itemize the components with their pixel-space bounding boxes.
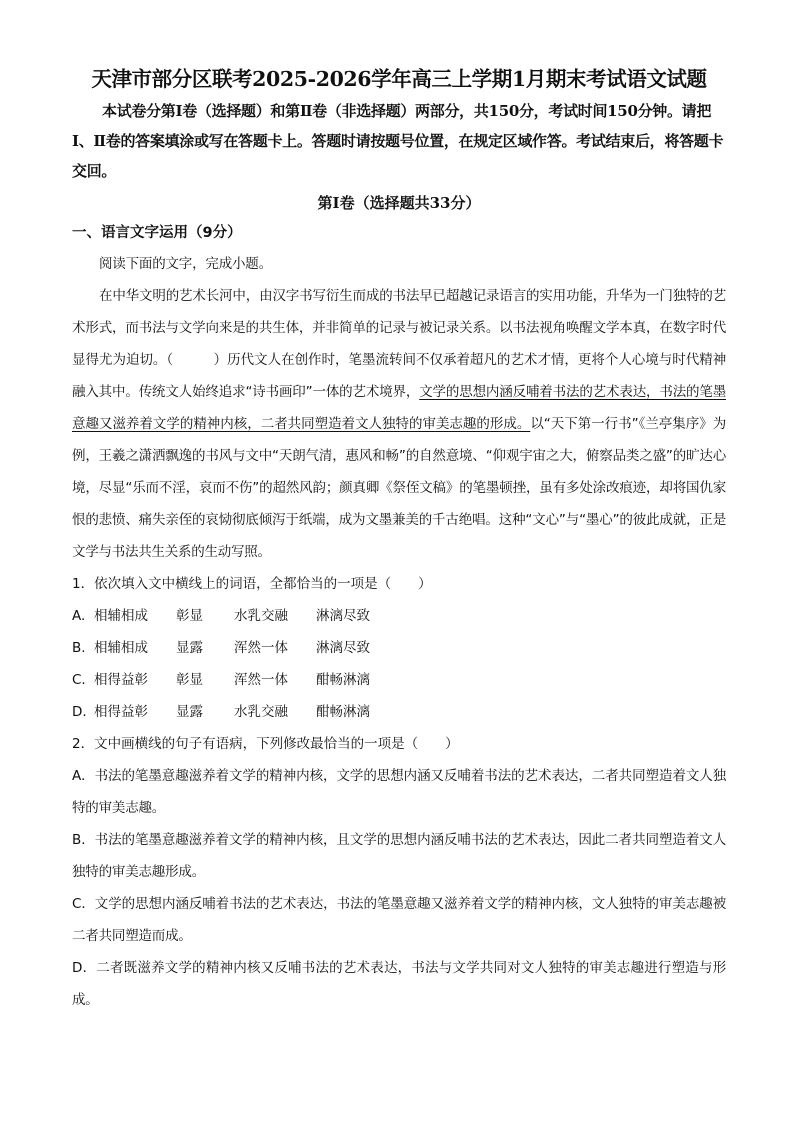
passage-text-before: 在中华文明的艺术长河中，由汉字书写衍生而成的书法早已超越记录语言的实用功能，升华为一门独特的艺术形式，而书法与文学向来是的共生体，并非简单的记录与被记录关系。以书法视角唤醒文学本真，在数字时代显得尤为迫切。（ ）历代文人在创作时，笔墨流转间不仅承着超凡的艺术才情，更将个人心境与时代精神融入其中。传统文人始终追求“诗书画印”一体的艺术境界， bbox=[72, 288, 726, 400]
passage-underlined-sentence: 文学的思想内涵反哺着书法的艺术表达，书法的笔墨意趣又滋养着文学的精神内核，二者共同塑造着文人独特的审美志趣的形成。 bbox=[72, 384, 726, 432]
reading-instruction: 阅读下面的文字，完成小题。 bbox=[99, 256, 272, 272]
question-2-option-c: C．文学的思想内涵反哺着书法的艺术表达，书法的笔墨意趣又滋养着文学的精神内核，文人独特的审美志趣被二者共同塑造而成。 bbox=[72, 896, 726, 944]
question-2-option-a: A．书法的笔墨意趣滋养着文学的精神内核，文学的思想内涵又反哺着书法的艺术表达，二者共同塑造着文人独特的审美志趣。 bbox=[72, 768, 726, 816]
option-letter: B. bbox=[72, 640, 86, 656]
option-word: 彰显 bbox=[176, 608, 203, 624]
option-letter: A. bbox=[72, 608, 86, 624]
exam-instructions: 本试卷分第Ⅰ卷（选择题）和第Ⅱ卷（非选择题）两部分，共150分，考试时间150分钟。请把Ⅰ、Ⅱ卷的答案填涂或写在答题卡上。答题时请按题号位置，在规定区域作答。考试结束后，将答题卡交回。 bbox=[72, 102, 724, 180]
option-word: 浑然一体 bbox=[234, 672, 288, 688]
option-word: 相得益彰 bbox=[94, 672, 148, 688]
option-word: 酣畅淋漓 bbox=[316, 704, 370, 720]
part-heading: 一、语言文字运用（9分） bbox=[72, 225, 242, 241]
reading-passage bbox=[72, 280, 726, 568]
question-1-option-c bbox=[72, 664, 726, 696]
question-1-option-a bbox=[72, 600, 726, 632]
option-word: 显露 bbox=[176, 704, 203, 720]
question-1-options bbox=[72, 600, 726, 728]
question-1-option-b bbox=[72, 632, 726, 664]
option-word: 淋漓尽致 bbox=[316, 608, 370, 624]
option-word: 相辅相成 bbox=[94, 608, 148, 624]
option-word: 显露 bbox=[176, 640, 203, 656]
passage-text-after: 以“天下第一行书”《兰亭集序》为例，王羲之潇洒飘逸的书风与文中“天朗气清，惠风和畅”的自然意境、“仰观宇宙之大，俯察品类之盛”的旷达心境，尽显“乐而不淫，哀而不伤”的超然风韵；颜真卿《祭侄文稿》的笔墨顿挫，虽有多处涂改痕迹，却将国仇家恨的悲愤、痛失亲侄的哀恸彻底倾泻于纸端，成为文墨兼美的千古绝唱。这种“文心”与“墨心”的彼此成就，正是文学与书法共生关系的生动写照。 bbox=[72, 416, 726, 560]
question-1-stem: 1．依次填入文中横线上的词语，全都恰当的一项是（ ） bbox=[72, 576, 432, 592]
option-word: 浑然一体 bbox=[234, 640, 288, 656]
option-word: 酣畅淋漓 bbox=[316, 672, 370, 688]
option-letter: C. bbox=[72, 672, 86, 688]
option-word: 彰显 bbox=[176, 672, 203, 688]
section-title: 第Ⅰ卷（选择题共33分） bbox=[317, 194, 481, 212]
option-word: 水乳交融 bbox=[234, 608, 288, 624]
question-2-option-d: D．二者既滋养文学的精神内核又反哺书法的艺术表达，书法与文学共同对文人独特的审美志趣进行塑造与形成。 bbox=[72, 960, 726, 1008]
option-letter: D. bbox=[72, 704, 87, 720]
question-1-option-d bbox=[72, 696, 726, 728]
option-word: 淋漓尽致 bbox=[316, 640, 370, 656]
option-word: 相得益彰 bbox=[94, 704, 148, 720]
question-2-stem: 2．文中画横线的句子有语病，下列修改最恰当的一项是（ ） bbox=[72, 736, 459, 752]
page-title: 天津市部分区联考2025-2026学年高三上学期1月期末考试语文试题 bbox=[91, 67, 707, 91]
option-word: 相辅相成 bbox=[94, 640, 148, 656]
question-2-option-b: B．书法的笔墨意趣滋养着文学的精神内核，且文学的思想内涵反哺书法的艺术表达，因此二者共同塑造着文人独特的审美志趣形成。 bbox=[72, 832, 726, 880]
option-word: 水乳交融 bbox=[234, 704, 288, 720]
